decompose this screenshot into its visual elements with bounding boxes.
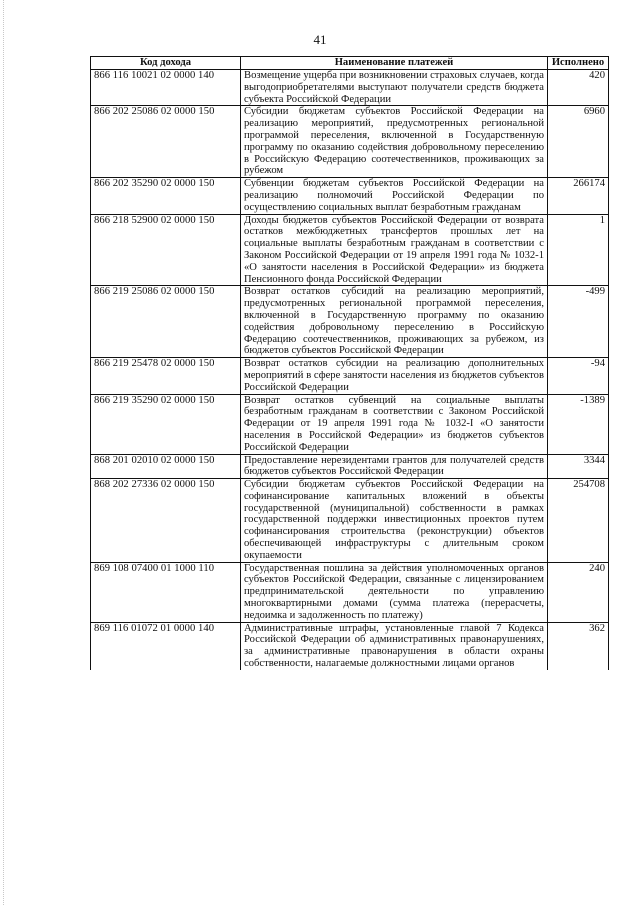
row-amount: -1389 — [548, 394, 609, 454]
table-row — [91, 562, 609, 622]
table-row — [91, 286, 609, 358]
row-name: Субсидии бюджетам субъектов Российской Федерации на реализацию мероприятий, предусмотренных региональной программой переселения, включенной в Государственную программу по оказанию содействия добровольному переселению в Российскую Федерацию соотечественников, проживающих за рубежом — [241, 106, 548, 178]
row-name: Административные штрафы, установленные главой 7 Кодекса Российской Федерации об административных правонарушениях, за административные правонарушения в области охраны собственности, налагаемые должностными лицами органов — [241, 622, 548, 670]
row-amount: -94 — [548, 358, 609, 394]
row-code: 869 108 07400 01 1000 110 — [91, 562, 241, 622]
row-name: Возврат остатков субсидий на реализацию мероприятий, предусмотренных региональной программой переселения, включенной в Государственную программу по оказанию содействия добровольному переселению в Российскую Федерацию соотечественников, проживающих за рубежом, из бюджетов субъектов Российской Федерации — [241, 286, 548, 358]
header-amount: Исполнено — [548, 57, 609, 70]
row-name: Возмещение ущерба при возникновении страховых случаев, когда выгодоприобретателями выступают получатели средств бюджета субъекта Российской Федерации — [241, 70, 548, 106]
row-name: Государственная пошлина за действия уполномоченных органов субъектов Российской Федерации, связанные с лицензированием предпринимательской деятельности по управлению многоквартирными домами (сумма платежа (перерасчеты, недоимка и задолженность по платежу) — [241, 562, 548, 622]
header-name: Наименование платежей — [241, 57, 548, 70]
row-code: 866 202 35290 02 0000 150 — [91, 178, 241, 214]
scan-edge — [3, 0, 5, 905]
row-code: 866 116 10021 02 0000 140 — [91, 70, 241, 106]
row-code: 868 201 02010 02 0000 150 — [91, 454, 241, 479]
row-amount: 362 — [548, 622, 609, 670]
row-code: 866 218 52900 02 0000 150 — [91, 214, 241, 286]
table-row — [91, 454, 609, 479]
table-row — [91, 358, 609, 394]
table-row — [91, 394, 609, 454]
row-name: Предоставление нерезидентами грантов для получателей средств бюджетов субъектов Российской Федерации — [241, 454, 548, 479]
row-name: Возврат остатков субвенций на социальные выплаты безработным гражданам в соответствии с Законом Российской Федерации от 19 апреля 1991 года № 1032-I «О занятости населения в Российской Федерации» из бюджетов субъектов Российской Федерации — [241, 394, 548, 454]
row-code: 866 219 25478 02 0000 150 — [91, 358, 241, 394]
header-code: Код дохода — [91, 57, 241, 70]
row-amount: 420 — [548, 70, 609, 106]
revenue-table — [90, 56, 609, 670]
row-name: Субсидии бюджетам субъектов Российской Федерации на софинансирование капитальных вложений в объекты государственной (муниципальной) собственности в рамках государственной поддержки инвестиционных проектов путем софинансирования строительства (реконструкции) объектов обеспечивающей инфраструктуры с длительным сроком окупаемости — [241, 479, 548, 563]
table-row — [91, 479, 609, 563]
row-code: 868 202 27336 02 0000 150 — [91, 479, 241, 563]
row-code: 866 219 25086 02 0000 150 — [91, 286, 241, 358]
table-row — [91, 622, 609, 670]
row-code: 866 219 35290 02 0000 150 — [91, 394, 241, 454]
row-amount: 240 — [548, 562, 609, 622]
table-row — [91, 178, 609, 214]
table-row — [91, 214, 609, 286]
row-name: Доходы бюджетов субъектов Российской Федерации от возврата остатков межбюджетных трансфертов прошлых лет на социальные выплаты безработным гражданам в соответствии с Законом Российской Федерации от 19 апреля 1991 года № 1032-1 «О занятости населения в Российской Федерации» из бюджета Пенсионного фонда Российской Федерации — [241, 214, 548, 286]
row-name: Возврат остатков субсидии на реализацию дополнительных мероприятий в сфере занятости населения из бюджетов субъектов Российской Федерации — [241, 358, 548, 394]
row-amount: -499 — [548, 286, 609, 358]
row-amount: 254708 — [548, 479, 609, 563]
table-header-row — [91, 57, 609, 70]
table-row — [91, 106, 609, 178]
row-code: 869 116 01072 01 0000 140 — [91, 622, 241, 670]
row-amount: 3344 — [548, 454, 609, 479]
row-name: Субвенции бюджетам субъектов Российской Федерации на реализацию полномочий Российской Федерации по осуществлению социальных выплат безработным гражданам — [241, 178, 548, 214]
row-amount: 6960 — [548, 106, 609, 178]
table-row — [91, 70, 609, 106]
row-code: 866 202 25086 02 0000 150 — [91, 106, 241, 178]
row-amount: 266174 — [548, 178, 609, 214]
row-amount: 1 — [548, 214, 609, 286]
page-number: 41 — [313, 32, 327, 47]
